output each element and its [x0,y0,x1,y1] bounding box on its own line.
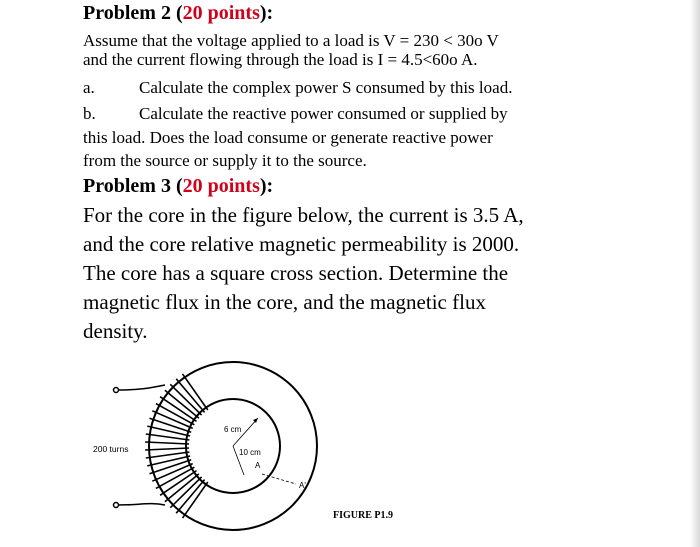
problem-2-line-1: Assume that the voltage applied to a load is V = 230 < 30o V [83,31,499,50]
section-a-label: A [255,461,261,470]
coil-turn [145,442,189,444]
figure-caption: FIGURE P1.9 [333,510,393,521]
coil-turn [170,384,201,415]
problem-2-points: 20 points [182,2,260,24]
problem-3-line-1: For the core in the figure below, the current is 3.5 A, [83,203,524,227]
outer-dimension-label: 10 cm [239,448,261,457]
terminal-top [114,388,119,393]
problem-3-line-4: magnetic flux in the core, and the magnetic flux [83,290,486,314]
lead-bottom [118,504,165,505]
problem-2-line-2: and the current flowing through the load is I = 4.5<60o A. [83,50,478,69]
problem-3-heading: Problem 3 (20 points): [83,175,274,197]
winding-coil [145,374,208,518]
problem-2-heading: Problem 2 (20 points): [83,2,274,24]
problem-3-line-3: The core has a square cross section. Determine the [83,261,509,285]
lead-top [118,385,165,390]
item-label: b. [83,104,96,123]
inner-dimension-label: 6 cm [224,425,242,434]
problem-3-points: 20 points [182,175,260,197]
item-text: Calculate the reactive power consumed or supplied by [139,104,508,123]
item-text: Calculate the complex power S consumed by this load. [139,78,513,97]
coil-turn [145,448,189,450]
problem-3-line-2: and the core relative magnetic permeability is 2000. [83,232,520,256]
coil-turn [170,477,201,508]
problem-2-continuation-1: this load. Does the load consume or generate reactive power [83,128,493,147]
problem-2-continuation-2: from the source or supply it to the source. [83,151,367,170]
turns-label: 200 turns [93,444,129,454]
item-label: a. [83,78,95,97]
problem-3-line-5: density. [83,319,148,343]
terminal-bottom [114,503,119,508]
section-a-prime-label: A' [299,481,306,490]
